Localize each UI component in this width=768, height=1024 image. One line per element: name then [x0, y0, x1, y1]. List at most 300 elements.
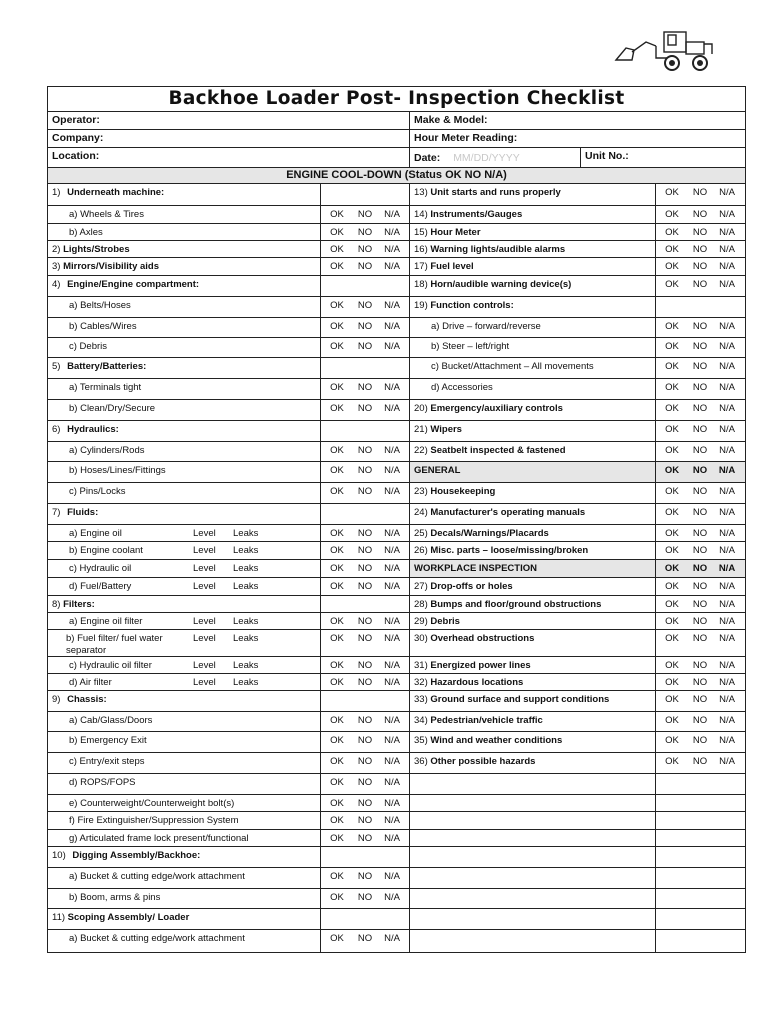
item-text: Wind and weather conditions	[430, 735, 563, 746]
level-label: Level	[193, 616, 216, 627]
checklist-row	[410, 241, 745, 258]
item-text: d) Accessories	[431, 382, 493, 393]
status-na: N/A	[384, 403, 400, 414]
row-label	[48, 258, 320, 275]
status-na: N/A	[719, 486, 735, 497]
item-text: a) Engine oil	[69, 528, 122, 539]
item-number: 36)	[414, 756, 428, 767]
row-label	[48, 400, 320, 420]
item-text: c) Hydraulic oil filter	[69, 660, 152, 671]
row-label	[48, 578, 320, 595]
status-ok: OK	[665, 599, 679, 610]
item-number: 22)	[414, 445, 428, 456]
location-field[interactable]: Location:	[48, 148, 410, 167]
status-na: N/A	[719, 677, 735, 688]
item-text: a) Bucket & cutting edge/work attachment	[69, 933, 245, 944]
status-cell[interactable]	[655, 442, 745, 461]
row-label	[48, 276, 320, 296]
checklist-row	[48, 483, 409, 504]
status-no: NO	[357, 321, 373, 332]
status-no: NO	[692, 261, 708, 272]
status-na: N/A	[719, 715, 735, 726]
row-label	[410, 483, 655, 503]
status-cell[interactable]	[655, 258, 745, 275]
unit-no-field[interactable]: Unit No.:	[585, 150, 629, 162]
item-number: 18)	[414, 279, 428, 290]
status-cell[interactable]	[320, 712, 409, 731]
status-na: N/A	[384, 261, 400, 272]
status-cell	[320, 691, 409, 711]
status-no: NO	[357, 633, 373, 644]
status-no: NO	[692, 465, 708, 476]
item-text: Warning lights/audible alarms	[430, 244, 566, 255]
status-cell	[320, 276, 409, 296]
checklist-row	[410, 224, 745, 241]
status-cell[interactable]	[320, 578, 409, 595]
row-label	[48, 318, 320, 337]
status-na: N/A	[384, 777, 400, 788]
item-text: b) Boom, arms & pins	[69, 892, 161, 903]
row-label	[410, 525, 655, 541]
checklist-row	[410, 630, 745, 657]
item-number: 24)	[414, 507, 428, 518]
status-cell[interactable]	[320, 613, 409, 629]
status-no: NO	[692, 545, 708, 556]
status-na: N/A	[384, 486, 400, 497]
status-ok: OK	[665, 403, 679, 414]
row-label	[410, 379, 655, 399]
item-number: 4)	[52, 279, 61, 290]
checklist-row	[410, 206, 745, 224]
status-cell	[320, 909, 409, 929]
status-cell[interactable]	[320, 318, 409, 337]
checklist-row	[48, 504, 409, 525]
status-cell[interactable]	[320, 753, 409, 773]
header-row-location	[48, 148, 745, 168]
status-na: N/A	[719, 341, 735, 352]
section-header-text: GENERAL	[414, 465, 461, 476]
status-cell[interactable]	[320, 889, 409, 908]
status-cell[interactable]	[320, 732, 409, 752]
status-no: NO	[357, 445, 373, 456]
checklist-row	[48, 276, 409, 297]
row-label	[48, 525, 320, 541]
checklist-row	[410, 421, 745, 442]
item-number: 6)	[52, 424, 61, 435]
item-number: 32)	[414, 677, 428, 688]
item-text: Mirrors/Visibility aids	[63, 261, 160, 272]
checklist-row	[410, 596, 745, 613]
status-ok: OK	[330, 616, 344, 627]
row-label	[48, 224, 320, 240]
item-text: Overhead obstructions	[430, 633, 535, 644]
date-label: Date:	[414, 152, 441, 164]
item-text: Digging Assembly/Backhoe:	[72, 850, 201, 861]
status-cell[interactable]	[655, 560, 745, 577]
company-field[interactable]: Company:	[48, 130, 410, 147]
item-text: Housekeeping	[430, 486, 496, 497]
status-cell[interactable]	[655, 525, 745, 541]
date-field[interactable]	[410, 148, 581, 167]
checklist-row	[410, 483, 745, 504]
item-text: c) Pins/Locks	[69, 486, 126, 497]
item-text: Unit starts and runs properly	[430, 187, 561, 198]
status-cell[interactable]	[655, 542, 745, 559]
checklist-row	[410, 258, 745, 276]
status-ok: OK	[330, 581, 344, 592]
status-no: NO	[692, 187, 708, 198]
checklist-row	[48, 421, 409, 442]
status-no: NO	[357, 815, 373, 826]
item-text: f) Fire Extinguisher/Suppression System	[69, 815, 239, 826]
status-na: N/A	[719, 616, 735, 627]
status-cell[interactable]	[655, 613, 745, 629]
item-text: b) Fuel filter/ fuel water separator	[66, 633, 163, 656]
status-cell[interactable]	[320, 560, 409, 577]
checklist-row	[410, 504, 745, 525]
operator-field[interactable]: Operator:	[48, 112, 410, 129]
status-na: N/A	[718, 563, 736, 574]
status-ok: OK	[665, 545, 679, 556]
status-cell[interactable]	[320, 241, 409, 257]
status-na: N/A	[384, 616, 400, 627]
checklist-row	[410, 338, 745, 358]
status-no: NO	[692, 735, 708, 746]
checklist-row	[410, 462, 745, 483]
row-label	[48, 774, 320, 794]
item-text: d) Fuel/Battery	[69, 581, 132, 592]
status-ok: OK	[665, 715, 679, 726]
item-text: Chassis:	[67, 694, 107, 705]
checklist-row	[48, 542, 409, 560]
status-na: N/A	[384, 735, 400, 746]
item-text: c) Bucket/Attachment – All movements	[431, 361, 594, 372]
row-label	[410, 400, 655, 420]
checklist-row	[48, 379, 409, 400]
status-cell[interactable]	[320, 442, 409, 461]
status-cell[interactable]	[320, 206, 409, 223]
checklist-row	[48, 889, 409, 909]
status-no: NO	[692, 616, 708, 627]
status-cell[interactable]	[655, 224, 745, 240]
status-ok: OK	[330, 735, 344, 746]
checklist-row	[48, 400, 409, 421]
status-ok: OK	[330, 341, 344, 352]
item-text: Ground surface and support conditions	[430, 694, 610, 705]
row-label	[48, 504, 320, 524]
status-ok: OK	[330, 871, 344, 882]
status-cell[interactable]	[655, 483, 745, 503]
status-na: N/A	[384, 465, 400, 476]
item-text: b) Axles	[69, 227, 103, 238]
item-number: 35)	[414, 735, 428, 746]
status-no: NO	[357, 756, 373, 767]
row-label	[410, 630, 655, 656]
status-cell[interactable]	[655, 241, 745, 257]
status-na: N/A	[384, 563, 400, 574]
status-ok: OK	[665, 382, 679, 393]
item-number: 29)	[414, 616, 428, 627]
status-cell[interactable]	[655, 338, 745, 357]
row-label	[410, 596, 655, 612]
status-ok: OK	[330, 633, 344, 644]
checklist-row	[410, 657, 745, 674]
status-cell[interactable]	[655, 206, 745, 223]
status-cell[interactable]	[655, 504, 745, 524]
checklist-row	[410, 578, 745, 596]
checklist-row	[48, 712, 409, 732]
status-cell[interactable]	[655, 184, 745, 205]
checklist-row	[48, 812, 409, 830]
leaks-label: Leaks	[233, 677, 259, 688]
item-text: d) Air filter	[69, 677, 112, 688]
status-ok: OK	[665, 616, 679, 627]
item-text: Other possible hazards	[430, 756, 536, 767]
status-cell[interactable]	[320, 542, 409, 559]
status-cell[interactable]	[655, 318, 745, 337]
row-label	[410, 318, 655, 337]
row-label	[48, 560, 320, 577]
status-cell[interactable]	[655, 691, 745, 711]
status-no: NO	[357, 486, 373, 497]
row-label	[410, 578, 655, 595]
checklist-row	[48, 338, 409, 358]
status-ok: OK	[665, 244, 679, 255]
status-cell[interactable]	[655, 276, 745, 296]
checklist-row	[48, 224, 409, 241]
checklist-row	[410, 691, 745, 712]
status-cell[interactable]	[320, 795, 409, 811]
status-cell[interactable]	[320, 930, 409, 952]
status-no: NO	[692, 507, 708, 518]
checklist-row	[48, 630, 409, 657]
status-no: NO	[357, 616, 373, 627]
item-number: 23)	[414, 486, 428, 497]
checklist-row	[410, 613, 745, 630]
item-text: Scoping Assembly/ Loader	[67, 912, 190, 923]
checklist-row	[410, 379, 745, 400]
status-na: N/A	[384, 300, 400, 311]
status-cell[interactable]	[320, 297, 409, 317]
item-text: b) Steer – left/right	[431, 341, 510, 352]
status-ok: OK	[665, 735, 679, 746]
status-no: NO	[357, 933, 373, 944]
checklist-row	[48, 525, 409, 542]
checklist-row	[48, 674, 409, 691]
status-ok: OK	[665, 261, 679, 272]
item-text: c) Hydraulic oil	[69, 563, 132, 574]
item-number: 16)	[414, 244, 428, 255]
status-ok: OK	[330, 677, 344, 688]
status-cell	[655, 795, 745, 811]
status-na: N/A	[719, 187, 735, 198]
item-text: Pedestrian/vehicle traffic	[430, 715, 543, 726]
status-cell[interactable]	[655, 596, 745, 612]
status-cell[interactable]	[320, 525, 409, 541]
checklist-row	[48, 206, 409, 224]
status-cell[interactable]	[655, 400, 745, 420]
status-ok: OK	[330, 445, 344, 456]
status-no: NO	[692, 633, 708, 644]
status-no: NO	[357, 528, 373, 539]
item-number: 25)	[414, 528, 428, 539]
status-no: NO	[357, 261, 373, 272]
item-text: Decals/Warnings/Placards	[430, 528, 549, 539]
item-text: e) Counterweight/Counterweight bolt(s)	[69, 798, 235, 809]
status-cell[interactable]	[320, 400, 409, 420]
status-ok: OK	[665, 279, 679, 290]
status-no: NO	[357, 833, 373, 844]
level-label: Level	[193, 677, 216, 688]
status-cell	[655, 774, 745, 794]
status-cell	[320, 596, 409, 612]
row-label	[410, 712, 655, 731]
status-cell[interactable]	[320, 830, 409, 846]
level-label: Level	[193, 633, 216, 644]
status-na: N/A	[384, 227, 400, 238]
row-label	[410, 462, 655, 482]
item-number: 14)	[414, 209, 428, 220]
row-label	[410, 691, 655, 711]
status-cell	[655, 297, 745, 317]
status-cell[interactable]	[320, 774, 409, 794]
item-number: 20)	[414, 403, 428, 414]
status-cell[interactable]	[655, 421, 745, 441]
row-label	[48, 442, 320, 461]
status-no: NO	[692, 209, 708, 220]
status-na: N/A	[719, 361, 735, 372]
item-text: a) Engine oil filter	[69, 616, 143, 627]
item-text: a) Belts/Hoses	[69, 300, 131, 311]
status-ok: OK	[330, 660, 344, 671]
checklist-row	[48, 774, 409, 795]
item-number: 15)	[414, 227, 428, 238]
status-cell[interactable]	[320, 462, 409, 482]
row-label	[48, 732, 320, 752]
status-ok: OK	[665, 424, 679, 435]
status-ok: OK	[330, 563, 344, 574]
status-no: NO	[357, 244, 373, 255]
item-number: 31)	[414, 660, 428, 671]
row-label	[410, 224, 655, 240]
status-ok: OK	[330, 933, 344, 944]
item-number: 1)	[52, 187, 61, 198]
status-na: N/A	[719, 382, 735, 393]
status-cell[interactable]	[655, 657, 745, 673]
checklist-row	[410, 358, 745, 379]
row-label	[410, 753, 655, 773]
status-ok: OK	[664, 465, 680, 476]
status-cell[interactable]	[320, 483, 409, 503]
status-cell[interactable]	[320, 630, 409, 656]
checklist-row	[410, 712, 745, 732]
status-cell[interactable]	[655, 674, 745, 690]
status-cell[interactable]	[320, 868, 409, 888]
item-text: a) Wheels & Tires	[69, 209, 144, 220]
status-no: NO	[692, 581, 708, 592]
status-cell[interactable]	[655, 630, 745, 656]
row-label	[48, 596, 320, 612]
status-cell[interactable]	[655, 462, 745, 482]
item-text: Hour Meter	[430, 227, 481, 238]
status-na: N/A	[719, 633, 735, 644]
status-cell	[655, 868, 745, 888]
hour-meter-field[interactable]: Hour Meter Reading:	[414, 132, 518, 144]
status-cell[interactable]	[655, 578, 745, 595]
status-ok: OK	[330, 321, 344, 332]
row-label	[410, 421, 655, 441]
status-no: NO	[692, 715, 708, 726]
status-cell[interactable]	[320, 224, 409, 240]
row-label	[410, 889, 655, 908]
section-header-text: WORKPLACE INSPECTION	[414, 563, 537, 574]
status-cell	[655, 812, 745, 829]
status-cell[interactable]	[655, 732, 745, 752]
checklist-row	[410, 442, 745, 462]
item-number: 3)	[52, 261, 61, 272]
item-text: d) ROPS/FOPS	[69, 777, 136, 788]
status-ok: OK	[665, 445, 679, 456]
row-label	[48, 206, 320, 223]
status-no: NO	[357, 871, 373, 882]
item-text: Battery/Batteries:	[67, 361, 147, 372]
row-label	[48, 462, 320, 482]
status-ok: OK	[330, 777, 344, 788]
row-label	[410, 241, 655, 257]
checklist-row	[48, 596, 409, 613]
checklist-row	[410, 774, 745, 795]
row-label	[48, 542, 320, 559]
status-no: NO	[692, 660, 708, 671]
item-number: 30)	[414, 633, 428, 644]
leaks-label: Leaks	[233, 563, 259, 574]
status-cell[interactable]	[320, 338, 409, 357]
item-text: a) Cab/Glass/Doors	[69, 715, 153, 726]
status-cell[interactable]	[320, 812, 409, 829]
status-cell[interactable]	[320, 657, 409, 673]
status-ok: OK	[330, 209, 344, 220]
row-label	[410, 358, 655, 378]
level-label: Level	[193, 528, 216, 539]
checklist-body	[48, 184, 745, 952]
checklist-row	[410, 560, 745, 578]
status-no: NO	[357, 341, 373, 352]
status-cell[interactable]	[320, 258, 409, 275]
status-cell[interactable]	[655, 753, 745, 773]
checklist-row	[410, 542, 745, 560]
checklist-row	[48, 847, 409, 868]
item-number: 17)	[414, 261, 428, 272]
status-cell[interactable]	[320, 379, 409, 399]
status-cell[interactable]	[655, 712, 745, 731]
item-text: a) Drive – forward/reverse	[431, 321, 541, 332]
status-cell[interactable]	[655, 358, 745, 378]
status-na: N/A	[384, 756, 400, 767]
row-label	[410, 206, 655, 223]
row-label	[48, 241, 320, 257]
checklist-row	[410, 318, 745, 338]
status-cell[interactable]	[655, 379, 745, 399]
item-number: 34)	[414, 715, 428, 726]
row-label	[410, 542, 655, 559]
level-label: Level	[193, 581, 216, 592]
row-label	[48, 868, 320, 888]
item-text: Wipers	[430, 424, 462, 435]
status-no: NO	[692, 424, 708, 435]
make-model-field[interactable]: Make & Model:	[414, 114, 488, 126]
status-na: N/A	[719, 424, 735, 435]
status-cell[interactable]	[320, 674, 409, 690]
